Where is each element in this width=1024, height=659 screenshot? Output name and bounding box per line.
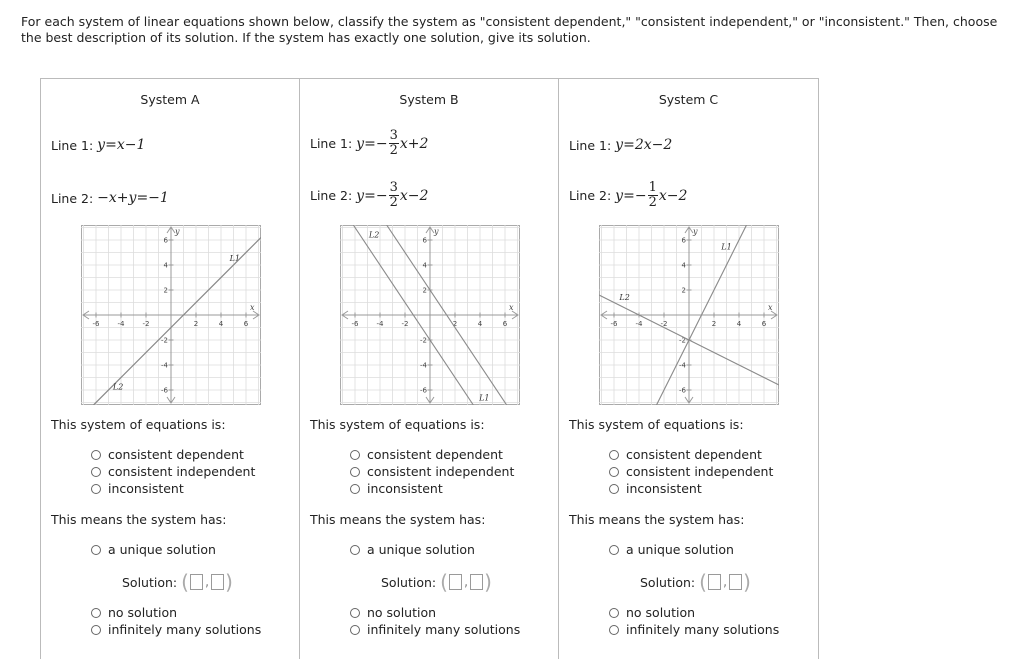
- y-tick-label: 2: [422, 286, 427, 295]
- open-paren-icon: (: [181, 570, 189, 594]
- radio-button[interactable]: [350, 608, 360, 618]
- option-label: inconsistent: [367, 481, 443, 496]
- system-a-column: [41, 79, 300, 659]
- radio-button[interactable]: [609, 545, 619, 555]
- option-label: consistent dependent: [626, 447, 762, 462]
- system-title: System B: [399, 92, 459, 107]
- y-tick-label: 4: [163, 261, 168, 270]
- x-tick-label: 4: [736, 320, 742, 328]
- line-1-equation: Line 1: y = 2x−2: [569, 137, 673, 153]
- y-tick-label: -2: [161, 336, 168, 345]
- y-tick-label: 2: [163, 286, 168, 295]
- x-tick-label: 2: [711, 320, 717, 328]
- line-label-l1: L1: [721, 242, 732, 252]
- option-infinitely-many[interactable]: [609, 622, 779, 637]
- x-axis-label: x: [250, 303, 255, 312]
- line-label-l1: L1: [229, 253, 241, 263]
- y-tick-label: 6: [422, 236, 427, 245]
- eq-lhs: y: [97, 137, 106, 153]
- x-tick-label: -4: [635, 320, 643, 328]
- numerator: 3: [389, 180, 398, 195]
- y-tick-label: -2: [420, 336, 427, 345]
- radio-button[interactable]: [609, 450, 619, 460]
- option-inconsistent[interactable]: [609, 481, 702, 496]
- close-paren-icon: ): [484, 570, 492, 594]
- radio-button[interactable]: [350, 545, 360, 555]
- solution-x-input[interactable]: [190, 574, 203, 590]
- classify-question: This system of equations is:: [310, 417, 485, 432]
- line-1-equation: Line 1: y = − $\frac{3}{2}$ x+2: [310, 128, 429, 158]
- solution-entry: [381, 572, 492, 592]
- y-tick-label: -4: [161, 361, 168, 370]
- option-no-solution[interactable]: [91, 605, 177, 620]
- x-tick-label: 6: [243, 320, 249, 328]
- denominator: 2: [389, 195, 398, 210]
- eq-lhs: y: [615, 187, 624, 204]
- classify-question: This system of equations is:: [51, 417, 226, 432]
- x-axis-label: x: [768, 303, 773, 312]
- x-tick-label: -4: [376, 320, 384, 328]
- x-tick-label: 2: [452, 320, 458, 328]
- option-unique-solution[interactable]: [91, 542, 216, 557]
- line-2-label: Line 2:: [569, 188, 612, 203]
- fraction: [389, 181, 399, 210]
- eq-rhs: −1: [148, 190, 169, 206]
- eq-sign: −: [634, 187, 647, 204]
- x-tick-label: -2: [401, 320, 409, 328]
- means-question: This means the system has:: [569, 512, 745, 527]
- radio-button[interactable]: [91, 450, 101, 460]
- line-2-equation: Line 2: y = − $\frac{3}{2}$ x−2: [310, 180, 429, 210]
- option-label: consistent independent: [108, 464, 256, 479]
- option-infinitely-many[interactable]: [350, 622, 520, 637]
- y-axis-label: y: [175, 227, 180, 236]
- system-c-graph: [599, 225, 779, 405]
- eq-sign: −: [375, 135, 388, 152]
- option-label: consistent independent: [626, 464, 774, 479]
- means-question: This means the system has:: [51, 512, 227, 527]
- system-c-column: [559, 79, 818, 659]
- x-tick-label: -6: [610, 320, 618, 328]
- fraction: [389, 129, 399, 158]
- systems-table: [40, 78, 819, 659]
- eq-lhs: y: [356, 187, 365, 204]
- x-axis-label: x: [509, 303, 514, 312]
- line-label-l2: L2: [619, 293, 630, 303]
- solution-label: Solution:: [640, 574, 696, 590]
- line-2-label: Line 2:: [310, 188, 353, 203]
- fraction: [648, 181, 658, 210]
- denominator: 2: [648, 195, 657, 210]
- option-label: consistent dependent: [108, 447, 244, 462]
- y-tick-label: -4: [679, 361, 686, 370]
- option-inconsistent[interactable]: [350, 481, 443, 496]
- comma-icon: ,: [463, 574, 469, 590]
- eq-rhs: x−1: [116, 137, 146, 153]
- x-tick-label: -2: [142, 320, 150, 328]
- option-label: consistent independent: [367, 464, 515, 479]
- line-1-equation: Line 1: y = x−1: [51, 137, 146, 153]
- option-label: no solution: [626, 605, 696, 620]
- option-consistent-dependent[interactable]: [609, 447, 762, 462]
- close-paren-icon: ): [225, 570, 233, 594]
- x-tick-label: 2: [193, 320, 199, 328]
- line-2-equation: Line 2: −x+y = −1: [51, 190, 169, 206]
- line-2-label: Line 2:: [51, 190, 94, 206]
- option-label: consistent dependent: [367, 447, 503, 462]
- option-label: infinitely many solutions: [108, 622, 262, 637]
- x-tick-label: 6: [761, 320, 767, 328]
- x-tick-label: 6: [502, 320, 508, 328]
- option-label: infinitely many solutions: [626, 622, 780, 637]
- option-unique-solution[interactable]: [350, 542, 475, 557]
- eq-tail: x−2: [399, 187, 429, 204]
- solution-x-input[interactable]: [708, 574, 721, 590]
- solution-entry: [122, 572, 233, 592]
- system-title: System C: [658, 92, 719, 107]
- option-label: a unique solution: [626, 542, 734, 557]
- solution-y-input[interactable]: [211, 574, 224, 590]
- comma-icon: ,: [204, 574, 210, 590]
- option-unique-solution[interactable]: [609, 542, 734, 557]
- radio-button[interactable]: [350, 450, 360, 460]
- eq-tail: x+2: [399, 135, 429, 152]
- solution-y-input[interactable]: [470, 574, 483, 590]
- radio-button[interactable]: [609, 625, 619, 635]
- option-label: infinitely many solutions: [367, 622, 521, 637]
- radio-button[interactable]: [91, 625, 101, 635]
- radio-button[interactable]: [91, 608, 101, 618]
- x-tick-label: 4: [477, 320, 483, 328]
- radio-button[interactable]: [609, 484, 619, 494]
- option-no-solution[interactable]: [609, 605, 695, 620]
- y-tick-label: 6: [681, 236, 686, 245]
- option-no-solution[interactable]: [350, 605, 436, 620]
- y-tick-label: 4: [681, 261, 686, 270]
- radio-button[interactable]: [91, 545, 101, 555]
- solution-entry: [640, 572, 751, 592]
- solution-label: Solution:: [381, 574, 437, 590]
- y-tick-label: 6: [163, 236, 168, 245]
- instructions-text: For each system of linear equations shown below, classify the system as "consistent dependent," "consistent independent," or "inconsistent." Then, choose the best description of its solution. If the system has exactly one solution, give its solution.: [21, 14, 998, 45]
- open-paren-icon: (: [699, 570, 707, 594]
- classify-question: This system of equations is:: [569, 417, 744, 432]
- solution-x-input[interactable]: [449, 574, 462, 590]
- option-consistent-dependent[interactable]: [91, 447, 244, 462]
- denominator: 2: [389, 143, 398, 158]
- y-axis-label: y: [693, 227, 698, 236]
- eq-rhs: 2x−2: [634, 137, 673, 153]
- line-label-l2: L2: [112, 382, 124, 392]
- system-title: System A: [140, 92, 200, 107]
- option-consistent-independent[interactable]: [91, 464, 255, 479]
- option-infinitely-many[interactable]: [91, 622, 261, 637]
- option-label: a unique solution: [108, 542, 216, 557]
- radio-button[interactable]: [91, 467, 101, 477]
- x-tick-label: -6: [92, 320, 100, 328]
- open-paren-icon: (: [440, 570, 448, 594]
- eq-sign: −: [375, 187, 388, 204]
- y-tick-label: -6: [161, 386, 168, 395]
- option-label: inconsistent: [108, 481, 184, 496]
- close-paren-icon: ): [743, 570, 751, 594]
- radio-button[interactable]: [91, 484, 101, 494]
- x-tick-label: 4: [218, 320, 224, 328]
- comma-icon: ,: [722, 574, 728, 590]
- option-label: inconsistent: [626, 481, 702, 496]
- y-tick-label: -6: [679, 386, 686, 395]
- eq-lhs: y: [615, 137, 624, 153]
- radio-button[interactable]: [350, 625, 360, 635]
- line-2-equation: Line 2: y = − $\frac{1}{2}$ x−2: [569, 180, 688, 210]
- radio-button[interactable]: [609, 467, 619, 477]
- eq-tail: x−2: [658, 187, 688, 204]
- x-tick-label: -6: [351, 320, 359, 328]
- system-a-graph: [81, 225, 261, 405]
- x-tick-label: -4: [117, 320, 125, 328]
- means-question: This means the system has:: [310, 512, 486, 527]
- option-label: no solution: [108, 605, 178, 620]
- numerator: 3: [389, 128, 398, 143]
- option-inconsistent[interactable]: [91, 481, 184, 496]
- line-1-label: Line 1:: [51, 137, 94, 153]
- y-tick-label: 4: [422, 261, 427, 270]
- system-b-graph: [340, 225, 520, 405]
- numerator: 1: [648, 180, 657, 195]
- option-label: no solution: [367, 605, 437, 620]
- x-tick-label: -2: [660, 320, 668, 328]
- solution-y-input[interactable]: [729, 574, 742, 590]
- y-tick-label: -6: [420, 386, 427, 395]
- line-label-l2: L2: [368, 230, 380, 240]
- system-b-column: [300, 79, 559, 659]
- line-1-label: Line 1:: [310, 136, 353, 151]
- y-tick-label: -2: [679, 336, 686, 345]
- eq-lhs: y: [356, 135, 365, 152]
- option-label: a unique solution: [367, 542, 475, 557]
- radio-button[interactable]: [350, 467, 360, 477]
- radio-button[interactable]: [350, 484, 360, 494]
- line-1-label: Line 1:: [569, 137, 612, 153]
- radio-button[interactable]: [609, 608, 619, 618]
- option-consistent-dependent[interactable]: [350, 447, 503, 462]
- y-tick-label: 2: [681, 286, 686, 295]
- line-label-l1: L1: [479, 393, 490, 403]
- option-consistent-independent[interactable]: [350, 464, 514, 479]
- y-axis-label: y: [434, 227, 439, 236]
- option-consistent-independent[interactable]: [609, 464, 773, 479]
- solution-label: Solution:: [122, 574, 178, 590]
- eq-lhs: −x+y: [97, 190, 137, 206]
- y-tick-label: -4: [420, 361, 427, 370]
